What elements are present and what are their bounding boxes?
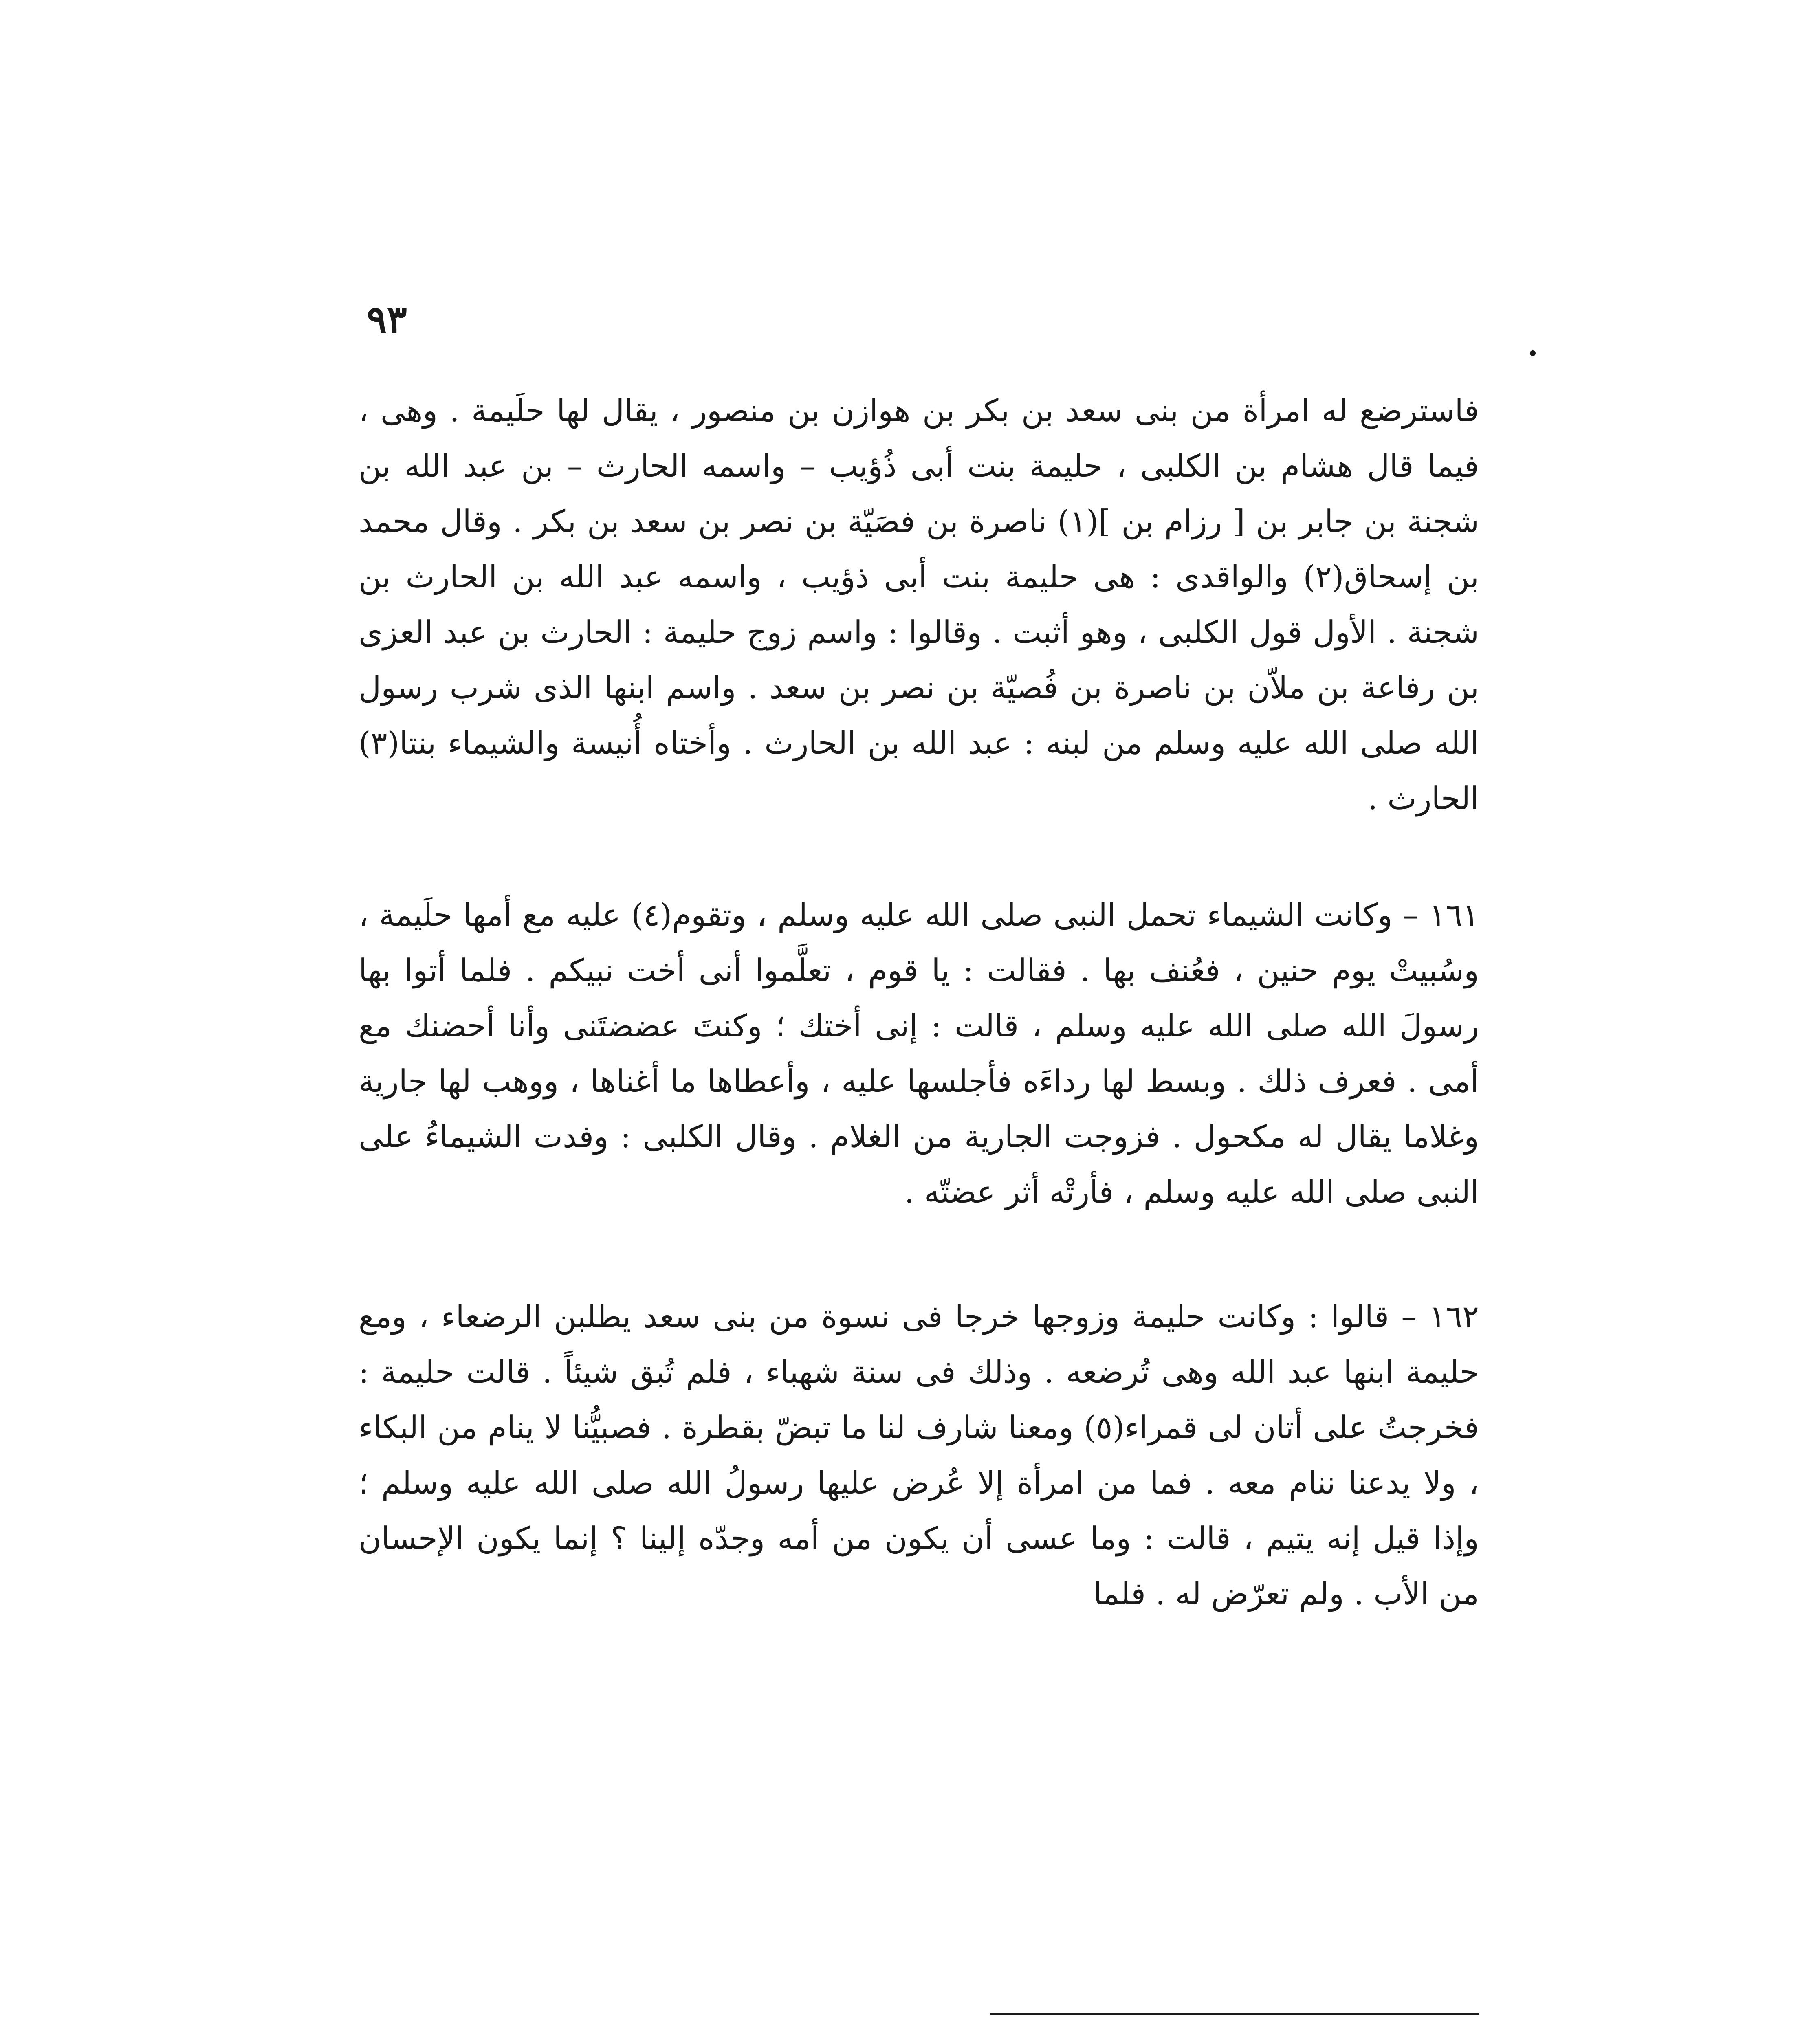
main-text bbox=[359, 383, 1479, 1691]
margin-dot bbox=[1530, 350, 1536, 356]
paragraph-161-shayma: ١٦١ – وكانت الشيماء تحمل النبى صلى الله عليه وسلم ، وتقوم(٤) عليه مع أمها حلَيمة ، وسُبيتْ يوم حنين ، فعُنف بها . فقالت : يا قوم ، تعلَّموا أنى أخت نبيكم . فلما أتوا بها رسولَ الله صلى الله عليه وسلم ، قالت : إنى أختك ؛ وكنتَ عضضتَنى وأنا أحضنك مع أمى . فعرف ذلك . وبسط لها رداءَه فأجلسها عليه ، وأعطاها ما أغناها ، ووهب لها جارية وغلاما يقال له مكحول . فزوجت الجارية من الغلام . وقال الكلبى : وفدت الشيماءُ على النبى صلى الله عليه وسلم ، فأرتْه أثر عضتّه . bbox=[359, 897, 1479, 1210]
page-number: ٩٣ bbox=[367, 297, 407, 341]
footnote-divider bbox=[990, 2013, 1479, 2015]
paragraph-162-halima-journey: ١٦٢ – قالوا : وكانت حليمة وزوجها خرجا فى نسوة من بنى سعد يطلبن الرضعاء ، ومع حليمة ابنها عبد الله وهى تُرضعه . وذلك فى سنة شهباء ، فلم تُبق شيئاً . قالت حليمة : فخرجتُ على أتان لى قمراء(٥) ومعنا شارف لنا ما تبضّ بقطرة . فصبيُّنا لا ينام من البكاء ، ولا يدعنا ننام معه . فما من امرأة إلا عُرض عليها رسولُ الله صلى الله عليه وسلم ؛ وإذا قيل إنه يتيم ، قالت : وما عسى أن يكون من أمه وجدّه إلينا ؟ إنما يكون الإحسان من الأب . ولم تعرّض له . فلما bbox=[359, 1298, 1479, 1612]
paragraph-halima-lineage: فاسترضع له امرأة من بنى سعد بن بكر بن هوازن بن منصور ، يقال لها حلَيمة . وهى ، فيما قال هشام بن الكلبى ، حليمة بنت أبى ذُؤيب – واسمه الحارث – بن عبد الله بن شجنة بن جابر بن [ رزام بن ](١) ناصرة بن فصَيّة بن نصر بن سعد بن بكر . وقال محمد بن إسحاق(٢) والواقدى : هى حليمة بنت أبى ذؤيب ، واسمه عبد الله بن الحارث بن شجنة . الأول قول الكلبى ، وهو أثبت . وقالوا : واسم زوج حليمة : الحارث بن عبد العزى بن رفاعة بن ملاّن بن ناصرة بن فُصيّة بن نصر بن سعد . واسم ابنها الذى شرب رسول الله صلى الله عليه وسلم من لبنه : عبد الله بن الحارث . وأختاه أُنيسة والشيماء بنتا(٣) الحارث . bbox=[359, 392, 1479, 816]
